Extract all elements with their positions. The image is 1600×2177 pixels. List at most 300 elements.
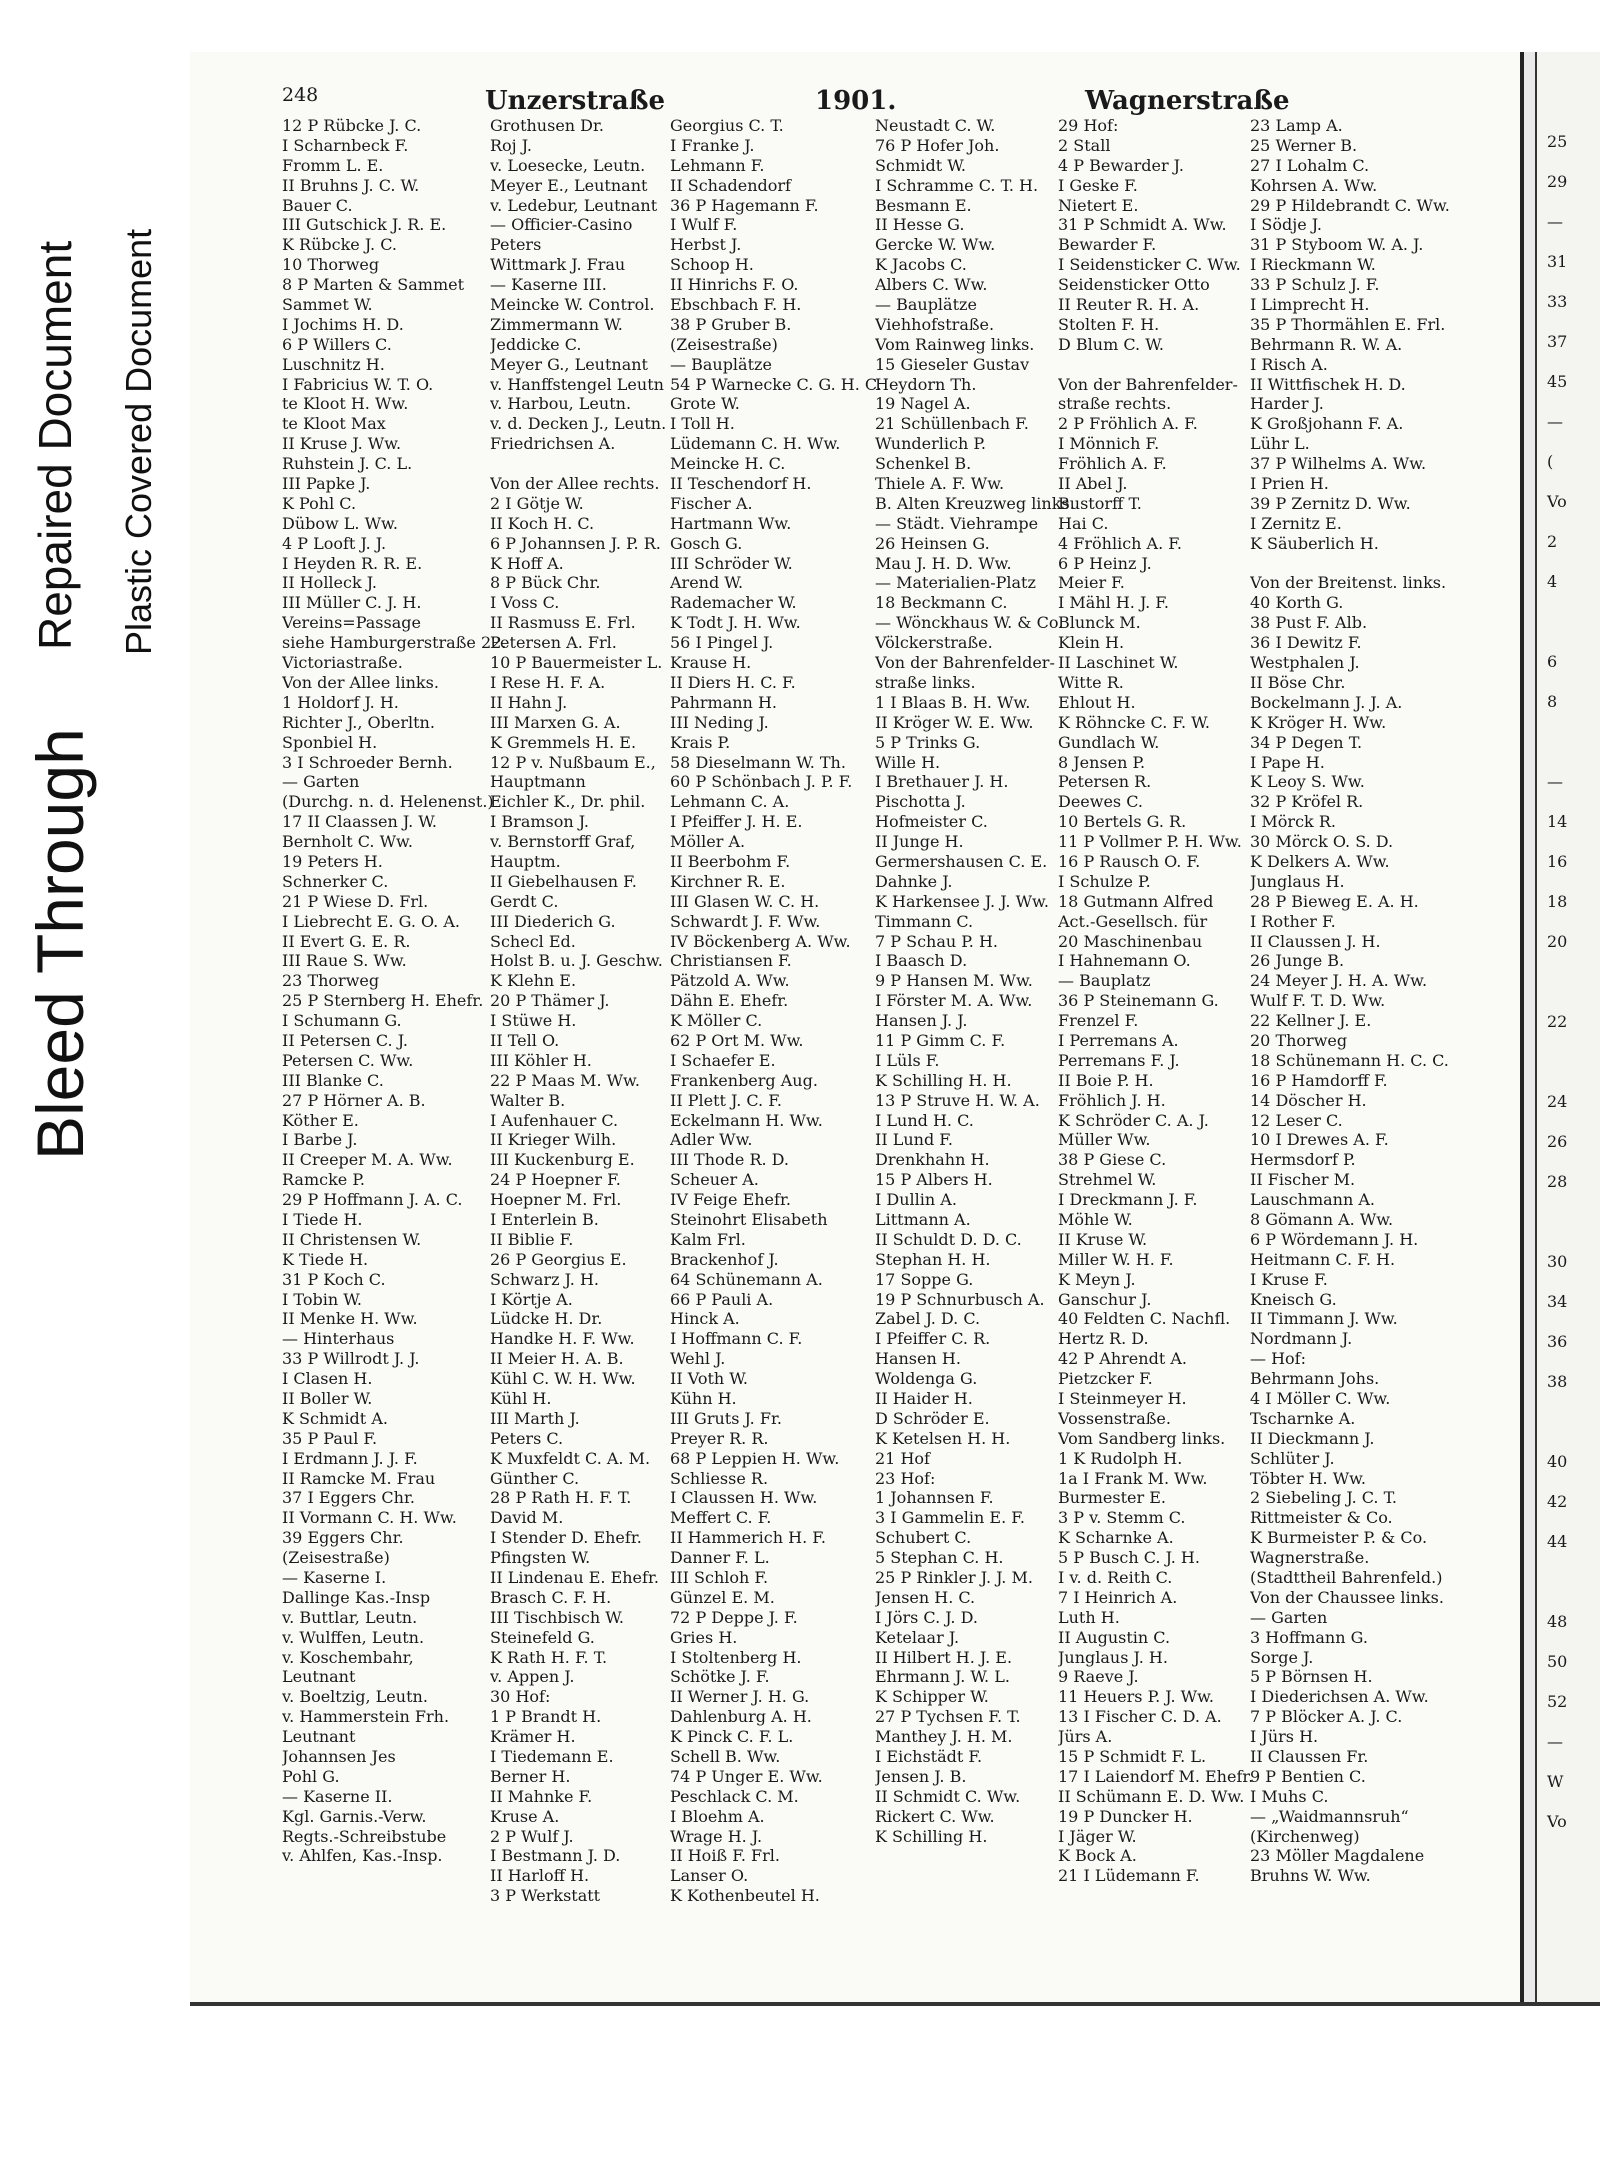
directory-entry: II Augustin C. [1058, 1627, 1171, 1647]
directory-entry: I Jochims H. D. [282, 314, 404, 334]
directory-entry: Tscharnke A. [1250, 1408, 1356, 1428]
directory-entry: (Kirchenweg) [1250, 1826, 1360, 1846]
directory-entry: 5 P Busch C. J. H. [1058, 1548, 1200, 1568]
directory-entry: 37 P Wilhelms A. Ww. [1250, 454, 1427, 474]
directory-entry: I Stoltenberg H. [670, 1647, 802, 1667]
directory-entry: II Koch H. C. [490, 513, 595, 533]
directory-entry: 22 Kellner J. E. [1250, 1011, 1372, 1031]
directory-entry: Scheuer A. [670, 1170, 759, 1190]
directory-entry: Perremans F. J. [1058, 1050, 1180, 1070]
directory-entry: I Liebrecht E. G. O. A. [282, 911, 460, 931]
directory-entry: 58 Dieselmann W. Th. [670, 752, 846, 772]
directory-entry: K Jacobs C. [875, 255, 967, 275]
directory-entry: Hansen H. [875, 1349, 961, 1369]
directory-entry: II Boller W. [282, 1389, 373, 1408]
margin-number: 28 [1547, 1172, 1568, 1191]
directory-entry: 2 Siebeling J. C. T. [1250, 1488, 1397, 1508]
directory-entry: Steinohrt Elisabeth [670, 1209, 828, 1229]
directory-entry: Kirchner R. E. [670, 871, 786, 891]
directory-entry: Krämer H. [490, 1727, 576, 1747]
directory-entry: Albers C. Ww. [875, 275, 988, 295]
directory-entry: Dallinge Kas.-Insp [282, 1587, 431, 1607]
directory-entry: Hertz R. D. [1058, 1329, 1149, 1349]
directory-entry: 16 P Hamdorff F. [1250, 1070, 1388, 1090]
directory-entry: II Abel J. [1058, 474, 1128, 494]
directory-entry: 5 P Börnsen H. [1250, 1667, 1373, 1687]
directory-entry: Schlüter J. [1250, 1448, 1335, 1468]
directory-entry: Littmann A. [875, 1209, 971, 1229]
directory-entry: Günzel E. M. [670, 1587, 775, 1607]
margin-number: 45 [1547, 372, 1568, 391]
directory-entry: Schwarz J. H. [490, 1269, 600, 1289]
directory-entry: — Kaserne II. [282, 1786, 393, 1806]
directory-entry: Fröhlich J. H. [1058, 1090, 1166, 1110]
directory-entry: K Hoff A. [490, 553, 564, 573]
directory-entry: II Böse Chr. [1250, 672, 1346, 692]
directory-entry: II Lund F. [875, 1130, 953, 1150]
directory-entry: Seidensticker Otto [1058, 275, 1210, 295]
column-6 [1250, 116, 1505, 1886]
directory-entry: — Bauplatz [1058, 971, 1151, 991]
directory-entry: Schmidt W. [875, 155, 967, 175]
directory-entry: Möller A. [670, 832, 746, 852]
directory-entry: Eckelmann H. Ww. [670, 1110, 823, 1130]
directory-entry: Kruse A. [490, 1806, 560, 1826]
directory-entry: II Haider H. [875, 1389, 973, 1408]
margin-number: — [1547, 1732, 1563, 1751]
directory-entry: Dähn E. Ehefr. [670, 991, 789, 1011]
directory-entry: 16 P Rausch O. F. [1058, 851, 1201, 871]
directory-entry: K Großjohann F. A. [1250, 414, 1404, 434]
directory-entry: v. Boeltzig, Leutn. [282, 1687, 428, 1707]
directory-entry: 24 P Hoepner F. [490, 1170, 621, 1190]
directory-entry: Gosch G. [670, 533, 743, 553]
directory-entry: 72 P Deppe J. F. [670, 1607, 798, 1627]
directory-entry: — Bauplätze [875, 295, 977, 315]
directory-entry: 32 P Kröfel R. [1250, 792, 1364, 812]
directory-entry: Ruhstein J. C. L. [282, 454, 413, 474]
directory-entry: — Wönckhaus W. & Co. [875, 613, 1064, 633]
directory-entry: v. Loesecke, Leutn. [490, 155, 646, 175]
directory-entry: David M. [490, 1508, 564, 1528]
directory-entry: 31 P Schmidt A. Ww. [1058, 215, 1227, 235]
directory-entry: Pietzcker F. [1058, 1369, 1153, 1389]
directory-entry: 38 P Gruber B. [670, 314, 792, 334]
directory-entry: K Röhncke C. F. W. [1058, 712, 1210, 732]
directory-entry: II Bruhns J. C. W. [282, 175, 420, 195]
plastic-covered-label: Plastic Covered Document [118, 228, 159, 655]
directory-entry: I Dreckmann J. F. [1058, 1190, 1198, 1210]
directory-entry: II Harloff H. [490, 1866, 590, 1886]
margin-number: 42 [1547, 1492, 1568, 1511]
margin-number: 14 [1547, 812, 1568, 831]
directory-entry: Holst B. u. J. Geschw. [490, 951, 663, 971]
page-number: 248 [282, 84, 319, 106]
directory-entry: — Bauplätze [670, 354, 772, 374]
directory-entry: Luschnitz H. [282, 354, 385, 374]
directory-entry: III Papke J. [282, 474, 371, 494]
directory-entry: Timmann C. [875, 911, 974, 931]
margin-number: 20 [1547, 932, 1568, 951]
directory-entry: (Zeisestraße) [670, 334, 778, 354]
directory-entry: Bernholt C. Ww. [282, 832, 413, 852]
directory-entry: Ebschbach F. H. [670, 295, 802, 315]
directory-entry: 6 P Heinz J. [1058, 553, 1152, 573]
directory-entry: II Hoiß F. Frl. [670, 1846, 780, 1866]
directory-entry: 25 P Sternberg H. Ehefr. [282, 991, 484, 1011]
directory-entry: B. Alten Kreuzweg links. [875, 493, 1075, 513]
directory-entry: Müller Ww. [1058, 1130, 1151, 1150]
directory-entry: II Ramcke M. Frau [282, 1468, 436, 1488]
directory-entry: Neustadt C. W. [875, 116, 996, 135]
directory-entry: Jeddicke C. [490, 334, 582, 354]
directory-entry: III Diederich G. [490, 911, 616, 931]
directory-entry: I Rieckmann W. [1250, 255, 1376, 275]
directory-entry: II Tell O. [490, 1030, 560, 1050]
directory-entry: Ramcke P. [282, 1170, 365, 1190]
directory-entry: Strehmel W. [1058, 1170, 1157, 1190]
directory-entry: Drenkhahn H. [875, 1150, 990, 1170]
directory-entry: I Toll H. [670, 414, 735, 434]
directory-entry: Roj J. [490, 135, 532, 155]
directory-entry: D Schröder E. [875, 1408, 990, 1428]
directory-entry: Schell B. Ww. [670, 1747, 781, 1767]
margin-number: ( [1547, 452, 1554, 471]
directory-entry: III Schloh F. [670, 1568, 769, 1588]
margin-number: — [1547, 412, 1563, 431]
directory-entry: II Claussen Fr. [1250, 1747, 1369, 1767]
directory-entry: K Kothenbeutel H. [670, 1886, 820, 1906]
directory-entry: Jürs A. [1058, 1727, 1113, 1747]
margin-number: 6 [1547, 652, 1558, 671]
directory-entry: K Meyn J. [1058, 1269, 1136, 1289]
directory-entry: II Laschinet W. [1058, 653, 1179, 673]
directory-entry: II Voth W. [670, 1369, 748, 1389]
directory-entry: Richter J., Oberltn. [282, 712, 435, 732]
directory-entry: Vom Rainweg links. [875, 334, 1035, 354]
directory-entry: Pohl G. [282, 1766, 340, 1786]
directory-entry: II Biblie F. [490, 1229, 574, 1249]
directory-entry: te Kloot Max [282, 414, 386, 434]
directory-entry: (Durchg. n. d. Helenenst.) [282, 792, 494, 812]
directory-entry: 27 P Tychsen F. T. [875, 1707, 1021, 1727]
directory-entry: III Neding J. [670, 712, 769, 732]
directory-entry: 26 Junge B. [1250, 951, 1345, 971]
directory-entry: 1 P Brandt H. [490, 1707, 602, 1727]
directory-entry: K Schröder C. A. J. [1058, 1110, 1209, 1130]
directory-entry: I Hahnemann O. [1058, 951, 1191, 971]
directory-entry: — Kaserne I. [282, 1568, 387, 1588]
directory-entry: — Garten [282, 772, 360, 792]
directory-entry: Lehmann F. [670, 155, 765, 175]
directory-entry: 35 P Thormählen E. Frl. [1250, 314, 1446, 334]
directory-entry: Dahnke J. [875, 871, 953, 891]
directory-entry: Pahrmann H. [670, 692, 777, 712]
directory-entry: Kühn H. [670, 1389, 737, 1408]
header-left-street: Unzerstraße [485, 86, 666, 116]
directory-entry: (Stadttheil Bahrenfeld.) [1250, 1568, 1443, 1588]
directory-entry: I Zernitz E. [1250, 513, 1342, 533]
margin-number: — [1547, 212, 1563, 231]
margin-number: 26 [1547, 1132, 1568, 1151]
directory-entry: Völckerstraße. [875, 633, 993, 653]
directory-entry: Günther C. [490, 1468, 580, 1488]
directory-entry: Nordmann J. [1250, 1329, 1353, 1349]
directory-entry: I Jürs H. [1250, 1727, 1319, 1747]
directory-entry: I Seidensticker C. Ww. [1058, 255, 1241, 275]
directory-entry: 14 Döscher H. [1250, 1090, 1367, 1110]
directory-entry: 66 P Pauli A. [670, 1289, 774, 1309]
directory-entry: Rademacher W. [670, 593, 797, 613]
directory-entry: 26 P Georgius E. [490, 1249, 627, 1269]
directory-entry: 17 II Claassen J. W. [282, 812, 437, 832]
directory-entry: 8 Jensen P. [1058, 752, 1146, 772]
directory-entry: Heydorn Th. [875, 374, 977, 394]
margin-number: 30 [1547, 1252, 1568, 1271]
directory-entry: Frankenberg Aug. [670, 1070, 818, 1090]
directory-entry: 21 I Lüdemann F. [1058, 1866, 1200, 1886]
directory-entry: I Södje J. [1250, 215, 1323, 235]
directory-entry: II Kruse J. Ww. [282, 434, 402, 454]
directory-entry: Hofmeister C. [875, 812, 988, 832]
directory-entry: II Hahn J. [490, 692, 568, 712]
directory-entry: Lüdcke H. Dr. [490, 1309, 603, 1329]
directory-entry: I Tiede H. [282, 1209, 363, 1229]
directory-entry: Danner F. L. [670, 1548, 770, 1568]
directory-entry: II Kruse W. [1058, 1229, 1148, 1249]
directory-entry: Act.-Gesellsch. für [1058, 911, 1208, 931]
directory-entry: Ehrmann J. W. L. [875, 1667, 1010, 1687]
directory-entry: 62 P Ort M. Ww. [670, 1030, 804, 1050]
directory-entry: II Schümann E. D. Ww. [1058, 1786, 1245, 1806]
directory-entry: 23 Möller Magdalene [1250, 1846, 1425, 1866]
directory-entry: 33 P Willrodt J. J. [282, 1349, 420, 1369]
margin-number: 50 [1547, 1652, 1568, 1671]
directory-entry: Meffert C. F. [670, 1508, 772, 1528]
directory-entry: Lauschmann A. [1250, 1190, 1375, 1210]
directory-entry: II Mahnke F. [490, 1786, 593, 1806]
directory-entry: Sammet W. [282, 295, 373, 315]
directory-entry: Kalm Frl. [670, 1229, 746, 1249]
directory-entry: Rittmeister & Co. [1250, 1508, 1393, 1528]
directory-entry: Steinefeld G. [490, 1627, 595, 1647]
directory-entry: Peters [490, 235, 542, 255]
directory-entry: Miller W. H. F. [1058, 1249, 1174, 1269]
directory-entry: 5 Stephan C. H. [875, 1548, 1004, 1568]
directory-entry: Heitmann C. F. H. [1250, 1249, 1396, 1269]
directory-entry: Rickert C. Ww. [875, 1806, 995, 1826]
margin-number: W [1547, 1772, 1564, 1791]
directory-entry: II Claussen J. H. [1250, 931, 1381, 951]
directory-entry: Nietert E. [1058, 195, 1139, 215]
directory-entry: III Marxen G. A. [490, 712, 621, 732]
directory-entry: III Kuckenburg E. [490, 1150, 635, 1170]
directory-entry: Sponbiel H. [282, 732, 378, 752]
directory-entry: Adler Ww. [670, 1130, 753, 1150]
directory-entry: Ganschur J. [1058, 1289, 1152, 1309]
directory-entry: 68 P Leppien H. Ww. [670, 1448, 840, 1468]
directory-entry: I Pfeiffer J. H. E. [670, 812, 803, 832]
directory-entry: II Lindenau E. Ehefr. [490, 1568, 659, 1588]
directory-entry: I Perremans A. [1058, 1030, 1179, 1050]
directory-entry: I Erdmann J. J. F. [282, 1448, 418, 1468]
directory-entry: Junglaus H. [1250, 871, 1345, 891]
directory-entry: II Creeper M. A. Ww. [282, 1150, 453, 1170]
directory-entry: 29 P Hildebrandt C. Ww. [1250, 195, 1450, 215]
directory-entry: Grothusen Dr. [490, 116, 604, 135]
directory-entry: Walter B. [490, 1090, 566, 1110]
directory-entry: 40 Korth G. [1250, 593, 1344, 613]
directory-entry: 1 Holdorf J. H. [282, 692, 399, 712]
directory-entry: 6 P Johannsen J. P. R. [490, 533, 661, 553]
scan-bottom-edge [190, 2002, 1600, 2006]
scanned-page [190, 52, 1600, 2004]
directory-entry: K Klehn E. [490, 971, 577, 991]
directory-entry: K Kröger H. Ww. [1250, 712, 1387, 732]
directory-entry: 5 P Trinks G. [875, 732, 981, 752]
directory-entry: Besmann E. [875, 195, 972, 215]
margin-number: 29 [1547, 172, 1568, 191]
directory-entry: I Barbe J. [282, 1130, 358, 1150]
directory-entry: 15 P Albers H. [875, 1170, 993, 1190]
directory-entry: Gercke W. Ww. [875, 235, 996, 255]
directory-entry: I Stender D. Ehefr. [490, 1528, 642, 1548]
directory-entry: Peschlack C. M. [670, 1786, 799, 1806]
directory-entry: I Steinmeyer H. [1058, 1389, 1187, 1408]
directory-entry: III Gruts J. Fr. [670, 1408, 782, 1428]
directory-entry: I Tiedemann E. [490, 1747, 614, 1767]
directory-entry: K Delkers A. Ww. [1250, 851, 1390, 871]
directory-entry: Bewarder F. [1058, 235, 1157, 255]
directory-entry: 3 I Schroeder Bernh. [282, 752, 453, 772]
directory-entry: I Förster M. A. Ww. [875, 991, 1033, 1011]
directory-entry: v. Koschembahr, [282, 1647, 414, 1667]
directory-entry: Schnerker C. [282, 871, 389, 891]
directory-entry: III Blanke C. [282, 1070, 384, 1090]
directory-entry: 2 P Fröhlich A. F. [1058, 414, 1198, 434]
directory-entry: I Pape H. [1250, 752, 1325, 772]
directory-entry: straße links. [875, 672, 976, 692]
directory-entry: II Dieckmann J. [1250, 1428, 1375, 1448]
directory-entry: Hansen J. J. [875, 1011, 968, 1031]
directory-entry: II Hilbert H. J. E. [875, 1647, 1013, 1667]
directory-entry: Meier F. [1058, 573, 1125, 593]
directory-entry: Wittmark J. Frau [490, 255, 626, 275]
directory-entry: 4 Fröhlich A. F. [1058, 533, 1182, 553]
margin-number: Vo [1547, 1812, 1567, 1831]
directory-entry: 7 P Blöcker A. J. C. [1250, 1707, 1403, 1727]
directory-entry: Kgl. Garnis.-Verw. [282, 1806, 427, 1826]
directory-entry: 18 Beckmann C. [875, 593, 1008, 613]
directory-entry: 19 P Duncker H. [1058, 1806, 1193, 1826]
directory-entry: Von der Bahrenfelder- [875, 653, 1055, 673]
directory-entry: Regts.-Schreibstube [282, 1826, 447, 1846]
directory-entry: Kohrsen A. Ww. [1250, 175, 1378, 195]
directory-entry: v. Bernstorff Graf, [490, 832, 636, 852]
directory-page [190, 52, 1524, 2002]
directory-entry: I Wulf F. [670, 215, 738, 235]
directory-entry: 4 P Bewarder J. [1058, 155, 1184, 175]
margin-number: 40 [1547, 1452, 1568, 1471]
directory-entry: Gries H. [670, 1627, 738, 1647]
directory-entry: I Schumann G. [282, 1011, 402, 1031]
directory-entry: Eichler K., Dr. phil. [490, 792, 646, 812]
margin-number: 38 [1547, 1372, 1568, 1391]
directory-entry: II Fischer M. [1250, 1170, 1356, 1190]
directory-entry: v. Ahlfen, Kas.-Insp. [282, 1846, 443, 1866]
margin-number: Vo [1547, 492, 1567, 511]
directory-entry: 8 P Bück Chr. [490, 573, 601, 593]
directory-entry: Schenkel B. [875, 454, 972, 474]
directory-entry: II Vormann C. H. Ww. [282, 1508, 457, 1528]
directory-entry: Stephan H. H. [875, 1249, 991, 1269]
directory-entry: I Stüwe H. [490, 1011, 577, 1031]
directory-entry: II Rasmuss E. Frl. [490, 613, 636, 633]
directory-entry: I Mörck R. [1250, 812, 1336, 832]
directory-entry: Fröhlich A. F. [1058, 454, 1167, 474]
directory-entry: I Bloehm A. [670, 1806, 765, 1826]
directory-entry: Wunderlich P. [875, 434, 986, 454]
directory-entry: Köther E. [282, 1110, 359, 1130]
directory-entry: I Kruse F. [1250, 1269, 1328, 1289]
margin-number: 48 [1547, 1612, 1568, 1631]
directory-entry: 27 I Lohalm C. [1250, 155, 1370, 175]
directory-entry: Hermsdorf P. [1250, 1150, 1356, 1170]
directory-entry: I Limprecht H. [1250, 295, 1370, 315]
directory-entry: I Schulze P. [1058, 871, 1151, 891]
directory-entry: 19 Peters H. [282, 851, 383, 871]
directory-entry: Schliesse R. [670, 1468, 769, 1488]
directory-entry: Meyer E., Leutnant [490, 175, 648, 195]
margin-number: 36 [1547, 1332, 1568, 1351]
directory-entry: III Thode R. D. [670, 1150, 790, 1170]
directory-entry: K Burmeister P. & Co. [1250, 1528, 1428, 1548]
directory-entry: 35 P Paul F. [282, 1428, 378, 1448]
margin-number: 44 [1547, 1532, 1568, 1551]
directory-entry: II Menke H. Ww. [282, 1309, 418, 1329]
directory-entry: Grote W. [670, 394, 740, 414]
directory-entry: Zimmermann W. [490, 314, 623, 334]
directory-entry: III Tischbisch W. [490, 1607, 624, 1627]
directory-entry: Jensen H. C. [875, 1587, 976, 1607]
directory-entry: 28 P Bieweg E. A. H. [1250, 891, 1419, 911]
directory-entry: 2 Stall [1058, 135, 1111, 155]
directory-entry: Kneisch G. [1250, 1289, 1337, 1309]
directory-entry: Brasch C. F. H. [490, 1587, 612, 1607]
directory-entry: II Hammerich H. F. [670, 1528, 826, 1548]
directory-entry: Ketelaar J. [875, 1627, 960, 1647]
directory-entry: Schötke J. F. [670, 1667, 770, 1687]
directory-entry: I Körtje A. [490, 1289, 573, 1309]
directory-entry: 12 P v. Nußbaum E., [490, 752, 656, 772]
directory-entry: 8 P Marten & Sammet [282, 275, 465, 295]
repaired-document-label: Repaired Document [29, 240, 81, 650]
margin-number [1547, 722, 1567, 762]
directory-entry: 9 P Bentien C. [1250, 1766, 1366, 1786]
directory-entry: 1a I Frank M. Ww. [1058, 1468, 1208, 1488]
margin-number: 34 [1547, 1292, 1568, 1311]
directory-entry: II Schmidt C. Ww. [875, 1786, 1021, 1806]
directory-entry: 27 P Hörner A. B. [282, 1090, 426, 1110]
directory-entry: Fischer A. [670, 493, 753, 513]
margin-number [1547, 1202, 1567, 1242]
directory-entry: 31 P Koch C. [282, 1269, 386, 1289]
directory-entry: Lüdemann C. H. Ww. [670, 434, 841, 454]
directory-entry: v. Hanffstengel Leutn [490, 374, 664, 394]
directory-entry: K Rath H. F. T. [490, 1647, 608, 1667]
directory-entry: Gundlach W. [1058, 732, 1160, 752]
margin-number: 4 [1547, 572, 1558, 591]
